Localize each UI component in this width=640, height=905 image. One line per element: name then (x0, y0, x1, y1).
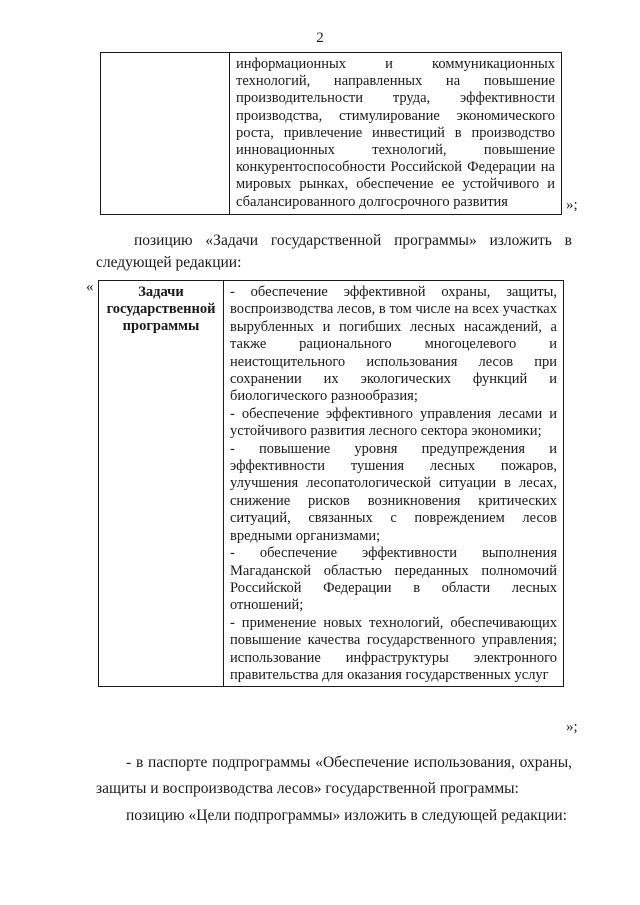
continuation-table (100, 52, 562, 215)
tasks-label: Задачи государственной программы (106, 284, 216, 335)
tasks-open-quote: « (86, 279, 94, 295)
instruction-tasks-position: позицию «Задачи государственной программы» изложить в следующей редакции: (96, 232, 572, 271)
tasks-item: - обеспечение эффективной охраны, защиты, воспроизводства лесов, в том числе на всех участках вырубленных и погибших лесных насаждений, а также рационального многоцелевого и неистощительного использования лесов при сохранении их экологических функций и биологического разнообразия; (230, 284, 557, 405)
instruction-subprogram-passport: - в паспорте подпрограммы «Обеспечение использования, охраны, защиты и воспроизводства лесов» государственной программы: (96, 754, 572, 797)
continuation-closing-quote: »; (566, 197, 578, 213)
continuation-label-cell (101, 53, 230, 215)
tasks-text-cell (224, 281, 564, 687)
tasks-label-cell (99, 281, 224, 687)
page-number: 2 (316, 30, 324, 46)
tasks-item: - повышение уровня предупреждения и эффективности тушения лесных пожаров, улучшения лесопатологической ситуации в лесах, снижение рисков возникновения критических ситуаций, связанных с повреждением лесов вредными организмами; (230, 440, 557, 544)
tasks-closing-quote: »; (566, 719, 578, 735)
instruction-subprogram-goals: позицию «Цели подпрограммы» изложить в следующей редакции: (126, 807, 567, 824)
tasks-item: - применение новых технологий, обеспечивающих повышение качества государственного управления; использование инфраструктуры электронного правительства для оказания государственных услуг (230, 614, 557, 683)
continuation-text: информационных и коммуникационных технологий, направленных на повышение производительности труда, эффективности производства, стимулирование экономического роста, привлечение инвестиций в производство инновационных технологий, повышение конкурентоспособности Российской Федерации на мировых рынках, обеспечение ее устойчивого и сбалансированного долгосрочного развития (236, 56, 555, 210)
tasks-table (98, 280, 564, 687)
tasks-item: - обеспечение эффективного управления лесами и устойчивого развития лесного сектора экономики; (230, 405, 557, 440)
continuation-text-cell (230, 53, 562, 215)
tasks-item: - обеспечение эффективности выполнения Магаданской областью переданных полномочий Российской Федерации в области лесных отношений; (230, 545, 557, 614)
